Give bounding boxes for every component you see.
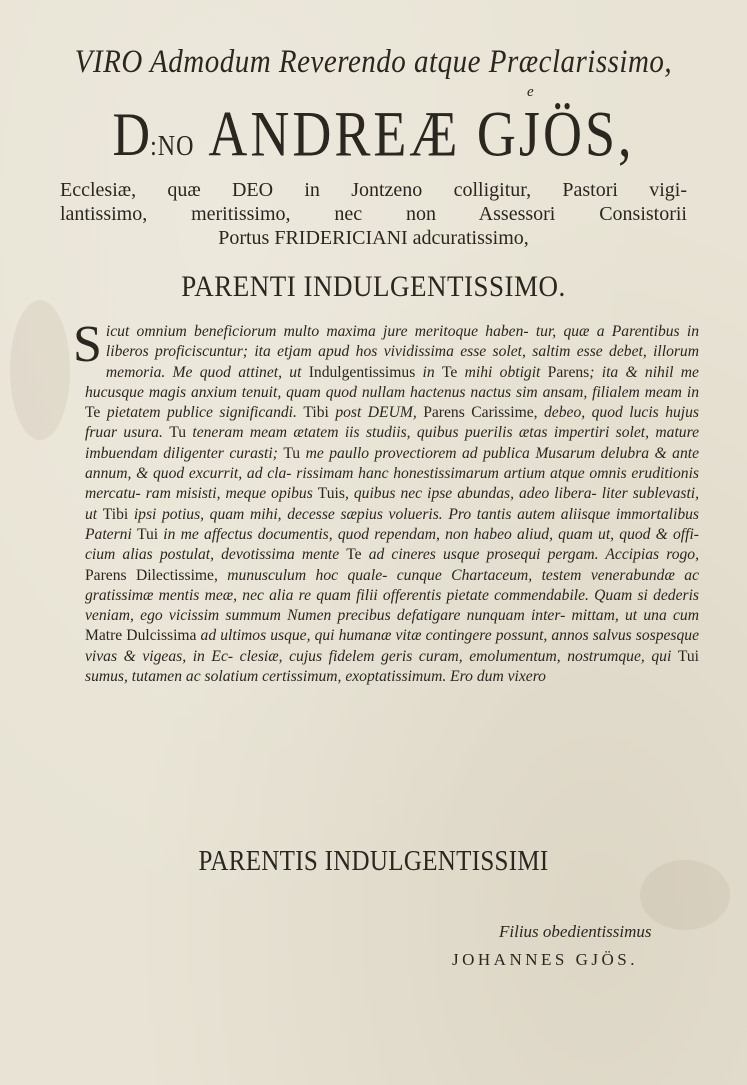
dedicatee-name (0, 98, 747, 170)
titles-line: Ecclesiæ, quæ DEO in Jontzeno colligitur, Pastori vigi- (60, 179, 687, 201)
dedication-body: Sicut omnium beneficiorum multo maxima jure meritoque haben- tur, quæ a Parentibus in liberos proficiscuntur; ita etjam apud hos vividissima esse solet, saltim esse debet, illorum memoria. Me quod attinet, ut Indulgentissimus in Te mihi obtigit Parens; ita & nihil me hucusque magis anxium tenuit, quam quod nullam hactenus nactus sim ansam, filialem meam in Te pietatem publice significandi. Tibi post DEUM, Parens Carissime, debeo, quod lucis hujus fruar usura. Tu teneram meam ætatem iis studiis, quibus puerilis ætas impertiri solet, mature imbuendam diligenter curasti; Tu me paullo provectiorem ad publica Musarum delubra & ante annum, & quod excurrit, ad cla- rissimam hanc honestissimarum artium atque omnis eruditionis mercatu- ram misisti, meque opibus Tuis, quibus nec ipse abundas, adeo libera- liter sublevasti, ut Tibi ipsi potius, quam mihi, decesse sæpius volueris. Pro tantis autem aliisque immortalibus Paterni Tui in me affectus documentis, quod rependam, non habeo aliud, quam ut, quod & offi- cium alias postulat, devotissima mente Te ad cineres usque prosequi pergam. Accipias rogo, Parens Dilectissime, munusculum hoc quale- cunque Chartaceum, testem venerabundæ ac gratissimæ mentis meæ, nec alia re quam filii offerentis pietate commendabile. Quam si dederis veniam, ego vicissim summum Numen precibus defatigare nunquam inter- mittam, ut una cum Matre Dulcissima ad ultimos usque, qui humanæ vitæ contingere possunt, annos salvus sospesque vivas & vigeas, in Ec- clesiæ, cujus fidelem geris curam, emolumentum, nostrumque, qui Tui sumus, tutamen ac solatium certissimum, exoptatissimum. Ero dum vixero (73, 316, 700, 686)
dedicatee-surname: ANDREÆ GJÖS, (208, 98, 635, 170)
superscript-mark: e (527, 84, 534, 100)
dedicatee-titles (60, 178, 687, 250)
address-heading: PARENTI INDULGENTISSIMO. (181, 269, 566, 303)
titles-line: Portus FRIDERICIANI adcuratissimo, (218, 227, 529, 249)
titles-line: lantissimo, meritissimo, nec non Assessori Consistorii (60, 203, 687, 225)
signature-name: JOHANNES GJÖS. (452, 950, 638, 969)
paper-stain (10, 300, 70, 440)
closing-heading: PARENTIS INDULGENTISSIMI (198, 846, 549, 877)
drop-cap: S (73, 316, 102, 373)
honorific: D:NO (112, 101, 195, 170)
signature-filius: Filius obedientissimus (499, 922, 652, 941)
dedication-heading: VIRO Admodum Reverendo atque Præclarissimo, (74, 44, 673, 80)
